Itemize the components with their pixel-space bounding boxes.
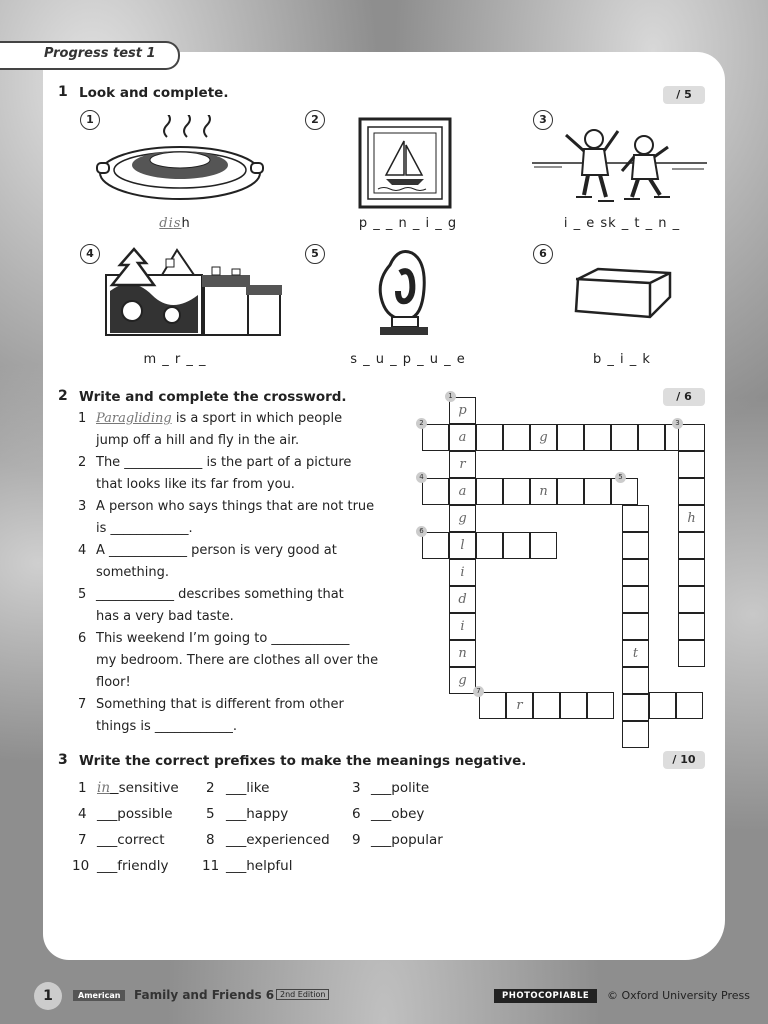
- clue-number: 1: [78, 411, 87, 426]
- crossword-cell[interactable]: [476, 424, 503, 451]
- prefix-word: experienced: [246, 832, 330, 848]
- example-answer: Paragliding: [96, 411, 172, 426]
- q2-number: 2: [58, 388, 68, 404]
- prefix-word: helpful: [246, 858, 293, 874]
- clue-line: has a very bad taste.: [96, 609, 234, 624]
- crossword-cell[interactable]: [622, 667, 649, 694]
- item-number: 5: [206, 806, 215, 822]
- crossword-cell[interactable]: [587, 692, 614, 719]
- item-number: 10: [72, 858, 90, 874]
- prefix-item: [202, 858, 219, 874]
- prefix-word: popular: [391, 832, 443, 848]
- item-number-badge: 1: [80, 110, 100, 130]
- item-number: 8: [206, 832, 215, 848]
- crossword-cell[interactable]: [678, 532, 705, 559]
- crossword-cell[interactable]: [584, 478, 611, 505]
- ice-skating-icon: [532, 117, 707, 209]
- crossword-cell[interactable]: [678, 559, 705, 586]
- crossword-cell[interactable]: [476, 478, 503, 505]
- example-answer: di: [159, 216, 174, 231]
- crossword-cell[interactable]: [622, 505, 649, 532]
- crossword-number: 7: [473, 686, 484, 697]
- q2-title: Write and complete the crossword.: [79, 389, 347, 405]
- example-answer-2: s: [173, 216, 182, 231]
- clue-number: 2: [78, 455, 87, 470]
- q3-title: Write the correct prefixes to make the meanings negative.: [79, 753, 527, 769]
- prefix-item: [78, 806, 87, 822]
- item-number: 3: [352, 780, 361, 796]
- crossword-number: 4: [416, 472, 427, 483]
- item-number: 1: [78, 780, 87, 796]
- prefix-word: sensitive: [118, 780, 179, 796]
- prefix-word: like: [246, 780, 270, 796]
- crossword-cell[interactable]: g: [530, 424, 557, 451]
- prefix-word: happy: [246, 806, 289, 822]
- crossword-cell[interactable]: [622, 694, 649, 721]
- item-number: 4: [78, 806, 87, 822]
- prefix-answer[interactable]: ___correct: [97, 832, 165, 848]
- prefix-item: [78, 832, 87, 848]
- crossword-cell[interactable]: [611, 424, 638, 451]
- prefix-word: polite: [391, 780, 430, 796]
- crossword-cell[interactable]: [503, 424, 530, 451]
- item-number: 2: [206, 780, 215, 796]
- crossword-cell[interactable]: [476, 532, 503, 559]
- crossword-cell[interactable]: [533, 692, 560, 719]
- clue-line: floor!: [96, 675, 131, 690]
- crossword-cell[interactable]: [503, 478, 530, 505]
- clue-line: jump off a hill and fly in the air.: [96, 433, 300, 448]
- example-answer: in: [97, 780, 111, 796]
- item-number-badge: 6: [533, 244, 553, 264]
- item-number-badge: 3: [533, 110, 553, 130]
- item-number: 7: [78, 832, 87, 848]
- crossword-cell[interactable]: [479, 692, 506, 719]
- section-tab: [0, 41, 180, 70]
- clue-line: is ____________.: [96, 521, 193, 536]
- item-number: 9: [352, 832, 361, 848]
- crossword-cell[interactable]: [530, 532, 557, 559]
- prefix-item: [72, 858, 89, 874]
- clue-line: A ____________ person is very good at: [96, 543, 337, 558]
- clue-line: is a sport in which people: [175, 411, 343, 426]
- crossword-cell[interactable]: [584, 424, 611, 451]
- prefix-answer[interactable]: ___possible: [97, 806, 173, 822]
- edition-badge: American: [73, 990, 125, 1001]
- crossword-cell[interactable]: [622, 613, 649, 640]
- crossword-cell[interactable]: [560, 692, 587, 719]
- item-number-badge: 5: [305, 244, 325, 264]
- item-number-badge: 4: [80, 244, 100, 264]
- prefix-answer[interactable]: ___friendly: [97, 858, 169, 874]
- crossword-cell[interactable]: r: [449, 451, 476, 478]
- edition-label: 2nd Edition: [276, 989, 329, 1000]
- crossword-cell[interactable]: [557, 424, 584, 451]
- page-number: 1: [34, 982, 62, 1010]
- mural-icon: [102, 245, 284, 340]
- prefix-answer: [97, 780, 179, 796]
- prefix-answer[interactable]: ___obey: [371, 806, 425, 822]
- prefix-item: [206, 832, 215, 848]
- q1-title: Look and complete.: [79, 85, 229, 101]
- crossword-cell[interactable]: r: [506, 692, 533, 719]
- crossword-number: 3: [672, 418, 683, 429]
- crossword-cell[interactable]: [649, 692, 676, 719]
- clue-line: that looks like its far from you.: [96, 477, 295, 492]
- rice-dish-icon: [95, 115, 270, 210]
- crossword-cell[interactable]: g: [449, 505, 476, 532]
- q3-score: / 10: [663, 751, 705, 769]
- crossword-cell[interactable]: t: [622, 640, 649, 667]
- sculpture-icon: [368, 245, 438, 340]
- clue-number: 6: [78, 631, 87, 646]
- crossword-cell[interactable]: [557, 478, 584, 505]
- crossword-cell[interactable]: [678, 613, 705, 640]
- crossword-cell[interactable]: i: [449, 613, 476, 640]
- crossword-cell[interactable]: [676, 692, 703, 719]
- crossword-cell[interactable]: [622, 721, 649, 748]
- crossword-cell[interactable]: [678, 424, 705, 451]
- prefix-item: [352, 780, 361, 796]
- crossword-cell[interactable]: [422, 532, 449, 559]
- clue-text: [96, 408, 342, 430]
- crossword-cell[interactable]: [622, 586, 649, 613]
- crossword-cell[interactable]: [422, 478, 449, 505]
- crossword-cell[interactable]: g: [449, 667, 476, 694]
- crossword-cell[interactable]: i: [449, 559, 476, 586]
- crossword-cell[interactable]: [678, 451, 705, 478]
- crossword-cell[interactable]: [611, 478, 638, 505]
- crossword-number: 2: [416, 418, 427, 429]
- prefix-answer[interactable]: ___like: [226, 780, 270, 796]
- crossword-cell[interactable]: [638, 424, 665, 451]
- brick-icon: [570, 265, 675, 325]
- crossword-cell[interactable]: [678, 586, 705, 613]
- prefix-item: [352, 806, 361, 822]
- crossword-cell[interactable]: [622, 532, 649, 559]
- prefix-word: obey: [391, 806, 425, 822]
- word-rest: h: [181, 216, 191, 231]
- crossword-number: 5: [615, 472, 626, 483]
- clue-number: 3: [78, 499, 87, 514]
- crossword-cell[interactable]: [503, 532, 530, 559]
- q3-number: 3: [58, 752, 68, 768]
- crossword-cell[interactable]: [678, 478, 705, 505]
- clue-line: This weekend I’m going to ____________: [96, 631, 350, 646]
- clue-line: ____________ describes something that: [96, 587, 344, 602]
- prefix-item: [78, 780, 87, 796]
- prefix-answer[interactable]: ___experienced: [226, 832, 330, 848]
- prefix-answer[interactable]: ___popular: [371, 832, 443, 848]
- crossword-cell[interactable]: h: [678, 505, 705, 532]
- crossword-cell[interactable]: n: [449, 640, 476, 667]
- crossword-cell[interactable]: [678, 640, 705, 667]
- crossword-cell[interactable]: a: [449, 478, 476, 505]
- crossword-cell[interactable]: d: [449, 586, 476, 613]
- prefix-answer[interactable]: ___helpful: [226, 858, 293, 874]
- prefix-word: possible: [117, 806, 173, 822]
- painting-icon: [358, 117, 452, 209]
- prefix-word: correct: [117, 832, 165, 848]
- prefix-item: [206, 780, 215, 796]
- item-number-badge: 2: [305, 110, 325, 130]
- crossword-cell[interactable]: l: [449, 532, 476, 559]
- clue-line: my bedroom. There are clothes all over the: [96, 653, 379, 668]
- prefix-word: friendly: [117, 858, 169, 874]
- clue-line: The ____________ is the part of a picture: [96, 455, 352, 470]
- word-clue-5: s _ u _ p _ u _ e: [350, 352, 466, 367]
- copyright: © Oxford University Press: [607, 989, 751, 1002]
- q1-number: 1: [58, 84, 68, 100]
- q2-score: / 6: [663, 388, 705, 406]
- q1-score: / 5: [663, 86, 705, 104]
- crossword-cell[interactable]: [422, 424, 449, 451]
- clue-number: 4: [78, 543, 87, 558]
- item-number: 6: [352, 806, 361, 822]
- crossword-cell[interactable]: n: [530, 478, 557, 505]
- crossword-number: 6: [416, 526, 427, 537]
- prefix-answer[interactable]: ___happy: [226, 806, 289, 822]
- word-clue-6: b _ i _ k: [593, 352, 651, 367]
- crossword-number: 1: [445, 391, 456, 402]
- word-clue-2: p _ _ n _ i _ g: [358, 216, 458, 231]
- prefix-item: [206, 806, 215, 822]
- word-clue-1: [100, 216, 250, 231]
- prefix-answer[interactable]: ___polite: [371, 780, 430, 796]
- prefix-item: [352, 832, 361, 848]
- item-number: 11: [202, 858, 220, 874]
- tab-title: Progress test 1: [44, 46, 156, 61]
- clue-line: something.: [96, 565, 169, 580]
- word-clue-4: m _ r _ _: [143, 352, 207, 367]
- word-clue-3: i _ e sk _ t _ n _: [563, 216, 681, 231]
- photocopiable-badge: PHOTOCOPIABLE: [494, 989, 597, 1003]
- book-title: Family and Friends 6: [134, 988, 275, 1002]
- clue-number: 5: [78, 587, 87, 602]
- clue-line: A person who says things that are not true: [96, 499, 375, 514]
- clue-line: Something that is different from other: [96, 697, 344, 712]
- crossword-cell[interactable]: p: [449, 397, 476, 424]
- clue-number: 7: [78, 697, 87, 712]
- crossword-cell[interactable]: [622, 559, 649, 586]
- clue-line: things is ____________.: [96, 719, 237, 734]
- crossword-cell[interactable]: a: [449, 424, 476, 451]
